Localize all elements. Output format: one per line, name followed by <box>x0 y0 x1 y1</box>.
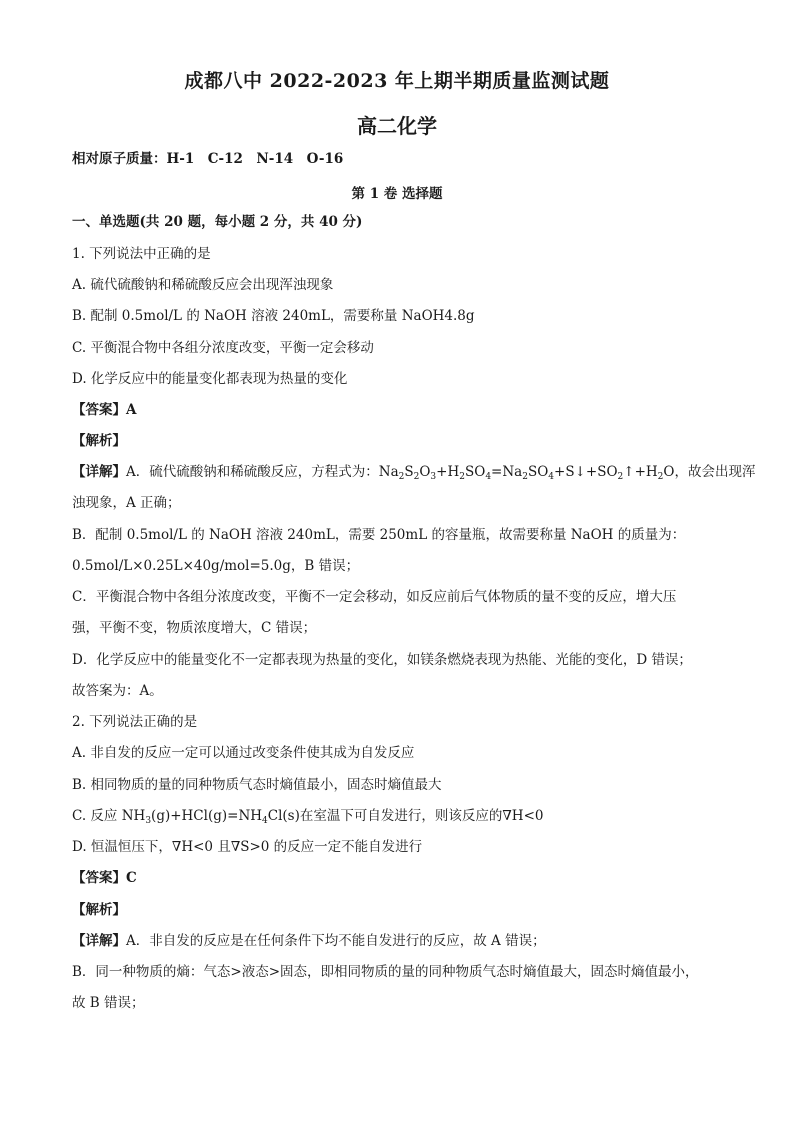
q2-option-c: C. 反应 $NH_3(g)+HCl(g)=NH_4Cl(s)$在室温下可自发进行，则该反应的∇H<0 <box>72 808 544 826</box>
q2-option-a: A. 非自发的反应一定可以通过改变条件使其成为自发反应 <box>72 745 415 761</box>
q1-detail-d-line2: 故答案为：A。 <box>72 683 163 699</box>
q1-option-d: D. 化学反应中的能量变化都表现为热量的变化 <box>72 371 348 387</box>
q1-detail-a-line1 <box>72 463 756 482</box>
q1-option-c: C. 平衡混合物中各组分浓度改变，平衡一定会移动 <box>72 340 374 356</box>
q1-detail-a-text: A．硫代硫酸钠和稀硫酸反应，方程式为： <box>126 464 379 480</box>
q2-option-d: D. 恒温恒压下，∇H<0 且∇S>0 的反应一定不能自发进行 <box>72 839 423 855</box>
q1-analysis-label: 【解析】 <box>72 433 126 449</box>
q2-detail-tag: 【详解】 <box>72 933 126 949</box>
q2-detail-b-line1: B．同一种物质的熵：气态>液态>固态，即相同物质的量的同种物质气态时熵值最大，固态时熵值最小， <box>72 964 699 980</box>
q1-answer: 【答案】A <box>72 402 137 418</box>
q1-equation: $Na_2S_2O_3+H_2SO_4=Na_2SO_4+S↓+SO_2↑+H_2O$ <box>378 464 675 482</box>
q1-option-a: A. 硫代硫酸钠和稀硫酸反应会出现浑浊现象 <box>72 277 334 293</box>
q1-detail-d-line1: D．化学反应中的能量变化不一定都表现为热量的变化，如镁条燃烧表现为热能、光能的变化，D 错误； <box>72 652 692 668</box>
q1-stem: 1. 下列说法中正确的是 <box>72 246 211 262</box>
q1-detail-b-line1: B．配制 0.5mol/L 的 NaOH 溶液 240mL，需要 250mL 的容量瓶，故需要称量 NaOH 的质量为： <box>72 527 686 543</box>
q1-detail-c-line2: 强，平衡不变，物质浓度增大，C 错误； <box>72 620 317 636</box>
q1-detail-a-line2: 浊现象，A 正确； <box>72 495 181 511</box>
q2-answer: 【答案】C <box>72 870 137 886</box>
q2-analysis-label: 【解析】 <box>72 902 126 918</box>
exam-title: 成都八中 2022-2023 年上期半期质量监测试题 <box>184 70 610 92</box>
q2-option-b: B. 相同物质的量的同种物质气态时熵值最小，固态时熵值最大 <box>72 777 442 793</box>
volume-label: 第 1 卷 选择题 <box>351 186 443 202</box>
q2-option-c-part1: C. 反应 NH <box>72 808 146 824</box>
q2-detail-a <box>72 932 732 950</box>
q1-detail-b-line2: 0.5mol/L×0.25L×40g/mol=5.0g，B 错误； <box>72 558 360 574</box>
q1-option-b: B. 配制 0.5mol/L 的 NaOH 溶液 240mL，需要称量 NaOH4.8g <box>72 308 475 324</box>
q2-detail-b-line2: 故 B 错误； <box>72 995 145 1011</box>
q2-stem: 2. 下列说法正确的是 <box>72 714 198 730</box>
atomic-mass-line: 相对原子质量：H-1 C-12 N-14 O-16 <box>72 151 344 167</box>
section-heading: 一、单选题(共 20 题，每小题 2 分，共 40 分) <box>72 214 363 230</box>
q2-option-c-part3: Cl(s)在室温下可自发进行，则该反应的∇H<0 <box>267 808 544 824</box>
q2-detail-a-text: A．非自发的反应是在任何条件下均不能自发进行的反应，故 A 错误； <box>126 933 546 949</box>
q2-option-c-part2: (g)+HCl(g)=NH <box>151 808 263 824</box>
q1-detail-tag: 【详解】 <box>72 464 126 480</box>
q1-detail-a-tail: ，故会出现浑 <box>674 464 756 480</box>
q1-detail-c-line1: C．平衡混合物中各组分浓度改变，平衡不一定会移动，如反应前后气体物质的量不变的反应，增大压 <box>72 589 677 605</box>
exam-subject: 高二化学 <box>357 114 437 138</box>
